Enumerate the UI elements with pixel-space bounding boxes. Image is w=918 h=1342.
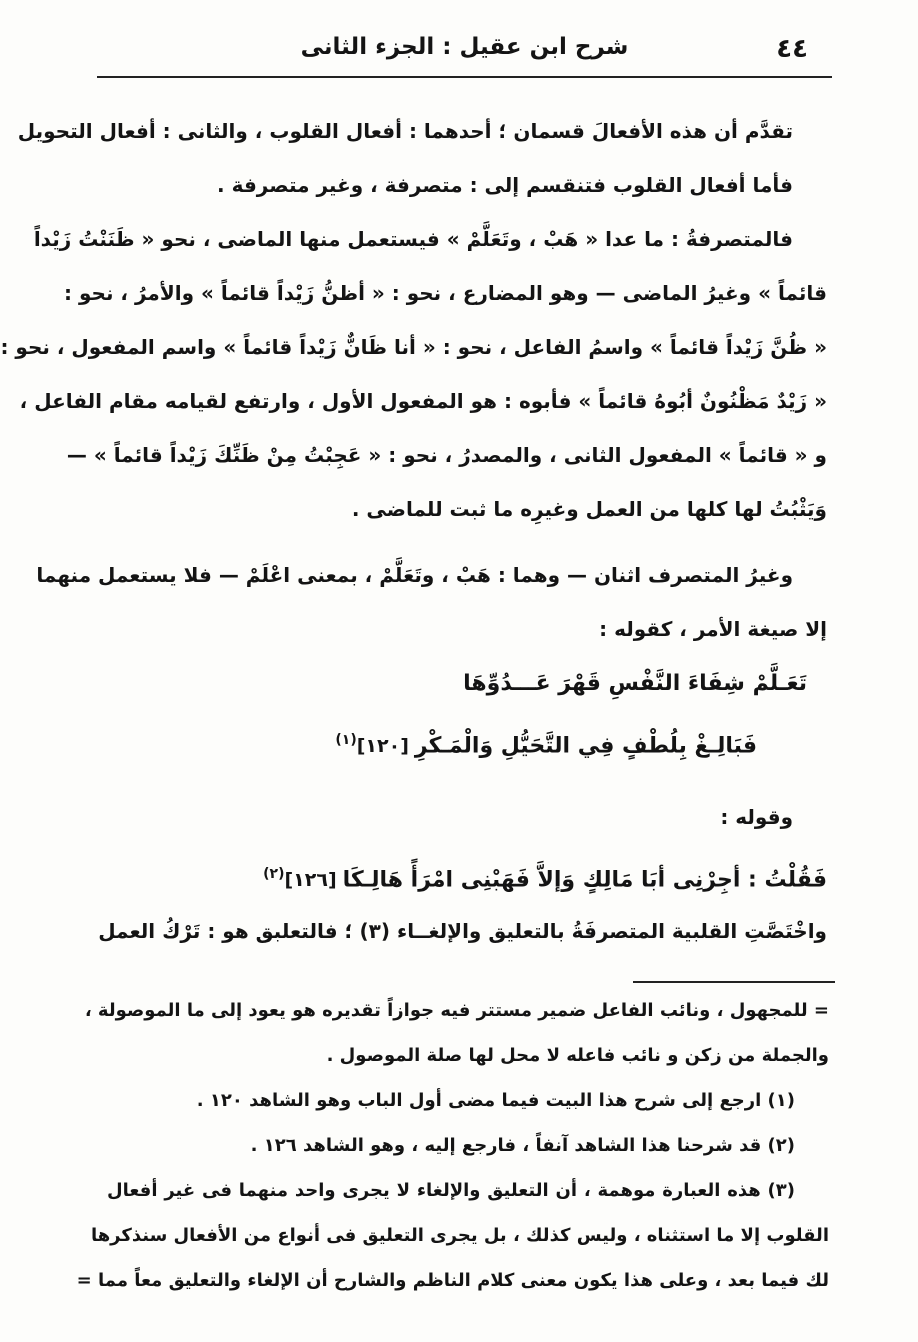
page-number: ٤٤ (776, 34, 808, 64)
footnote-3: (٣) هذه العبارة موهمة ، أن التعليق والإلغاء لا يجرى واحد منهما فى غير أفعال (107, 1180, 795, 1201)
text-line: وقوله : (720, 805, 793, 829)
text-line: وَيَثْبُتُ لها كلها من العمل وغيرِه ما ثبت للماضى . (351, 497, 827, 521)
text-line: فالمتصرفةُ : ما عدا « هَبْ ، وتَعَلَّمْ » فيستعمل منها الماضى ، نحو « ظَنَنْتُ زَيْداً (33, 227, 793, 251)
verse-text: فَقُلْتُ : أجِرْنِى أبَا مَالِكٍ وَإلاَّ فَهَبْنِى امْرَأً هَالِـكَا (342, 867, 827, 893)
text-line: « ظُنَّ زَيْداً قائماً » واسمُ الفاعل ، نحو : « أنا ظَانٌّ زَيْداً قائماً » واسم المفعول ، نحو : (0, 335, 827, 359)
footnote-rule (633, 981, 835, 983)
verse-hemistich-1: تَعَـلَّمْ شِفَاءَ النَّفْسِ قَهْرَ عَـــدُوِّهَا (463, 671, 807, 696)
verse-hemistich-2: فَبَالِـغْ بِلُطْفٍ فِي التَّحَيُّلِ وَالْمَـكْرِ (414, 733, 757, 759)
text-line: « زَيْدٌ مَظْنُونٌ أبُوهُ قائماً » فأبوه : هو المفعول الأول ، وارتفع لقيامه مقام الفاعل ، (19, 389, 827, 413)
running-title: شرح ابن عقيل : الجزء الثانى (300, 34, 629, 60)
page-header (97, 28, 832, 68)
witness-number: [١٢٠] (356, 735, 409, 758)
verse-line-3 (101, 844, 827, 904)
footnote-line: = للمجهول ، ونائب الفاعل ضمير مستتر فيه جوازاً تقديره هو يعود إلى ما الموصولة ، (84, 1000, 829, 1021)
text-line: إلا صيغة الأمر ، كقوله : (599, 617, 827, 641)
text-line: و « قائماً » المفعول الثانى ، والمصدرُ ، نحو : « عَجِبْتُ مِنْ ظَنِّكَ زَيْداً قائماً » — (66, 443, 827, 467)
verse-line-1 (101, 656, 807, 712)
text-line: فأما أفعال القلوب فتنقسم إلى : متصرفة ، وغير متصرفة . (217, 173, 793, 197)
footnote-marker: (٢) (263, 866, 285, 882)
footnote-2: (٢) قد شرحنا هذا الشاهد آنفاً ، فارجع إليه ، وهو الشاهد ١٢٦ . (250, 1135, 795, 1156)
footnote-marker: (١) (335, 732, 357, 748)
witness-number: [١٢٦] (284, 869, 337, 892)
header-rule (97, 76, 832, 78)
footnote-line: القلوب إلا ما استثناه ، وليس كذلك ، بل يجرى التعليق فى أنواع من الأفعال سنذكرها (90, 1225, 829, 1246)
footnote-line: لك فيما بعد ، وعلى هذا يكون معنى كلام الناظم والشارح أن الإلغاء والتعليق معاً مما = (76, 1270, 829, 1291)
footnotes (76, 988, 829, 1303)
text-line: تقدَّم أن هذه الأفعالَ قسمان ؛ أحدهما : أفعال القلوب ، والثانى : أفعال التحويل (17, 119, 793, 143)
main-text (0, 104, 827, 958)
verse-line-2 (101, 712, 757, 768)
footnote-line: والجملة من زكن و نائب فاعله لا محل لها صلة الموصول . (326, 1045, 829, 1066)
footnote-1: (١) ارجع إلى شرح هذا البيت فيما مضى أول الباب وهو الشاهد ١٢٠ . (196, 1090, 795, 1111)
text-line: وغيرُ المتصرف اثنان — وهما : هَبْ ، وتَعَلَّمْ ، بمعنى اعْلَمْ — فلا يستعمل منهما (36, 563, 793, 587)
text-line: واخْتَصَّتِ القلبية المتصرفَةُ بالتعليق والإلغــاء (٣) ؛ فالتعلبق هو : تَرْكُ العمل (98, 919, 827, 943)
text-line: قائماً » وغيرُ الماضى — وهو المضارع ، نحو : « أظنُّ زَيْداً قائماً » والأمرُ ، نحو : (64, 281, 827, 305)
paragraph-gap (101, 536, 827, 548)
